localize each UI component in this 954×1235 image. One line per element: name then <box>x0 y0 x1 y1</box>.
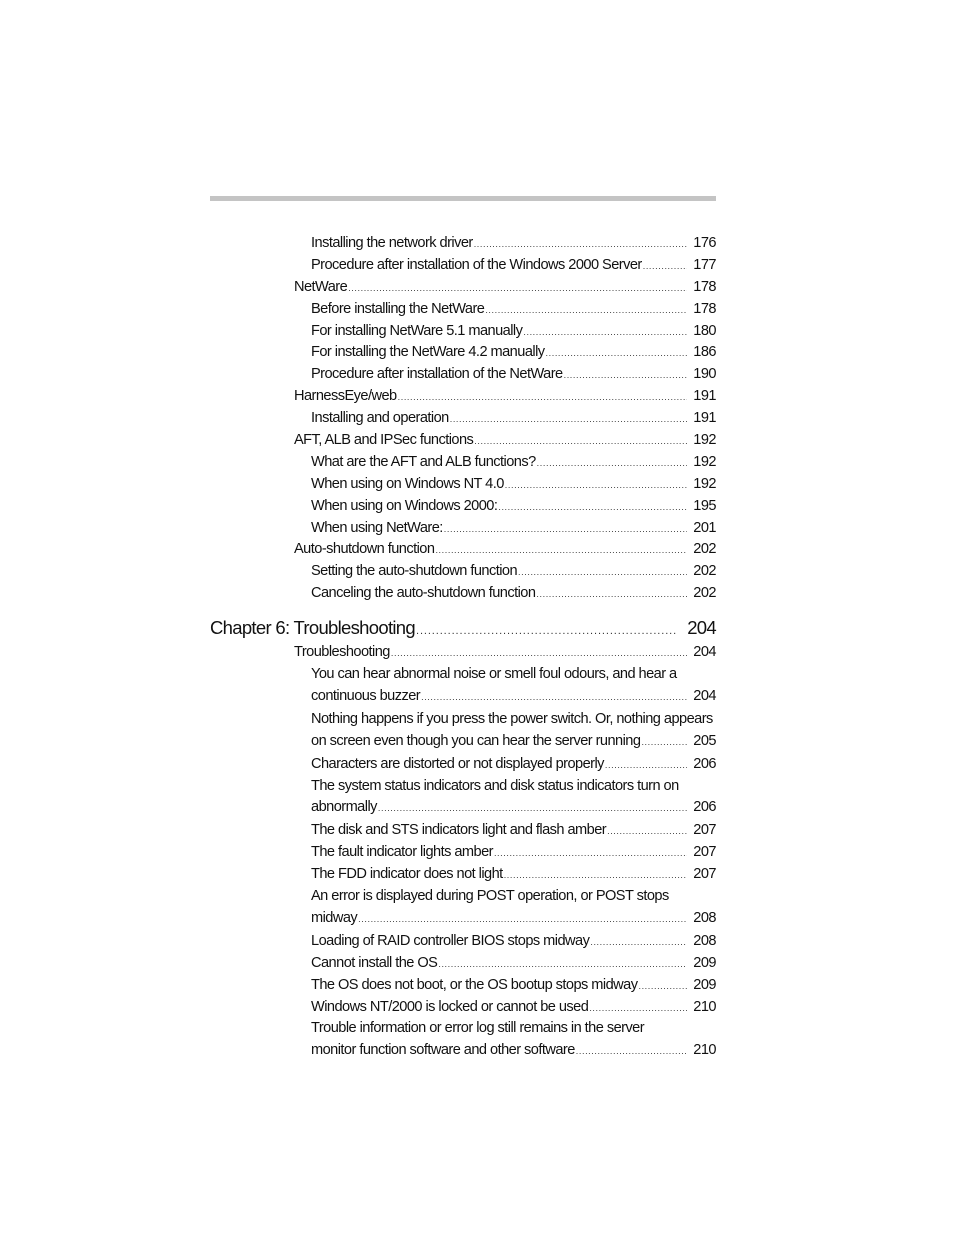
toc-entry-title: Characters are distorted or not displayed properly <box>311 755 604 772</box>
toc-entry-page-number: 207 <box>693 866 716 883</box>
toc-entry-title: What are the AFT and ALB functions? <box>311 453 536 470</box>
dot-leader <box>421 687 687 709</box>
toc-entry-page-number: 210 <box>693 1042 716 1059</box>
toc-entry-page-number: 205 <box>693 732 716 749</box>
toc-entry-title: The disk and STS indicators light and flash amber <box>311 822 607 839</box>
dot-leader <box>494 843 687 865</box>
toc-entry-page-number: 191 <box>693 388 716 405</box>
toc-entry[interactable] <box>311 583 716 605</box>
toc-entry[interactable] <box>294 386 716 408</box>
toc-entry-line <box>311 842 716 865</box>
toc-section-list <box>0 233 954 605</box>
toc-entry[interactable] <box>311 496 716 518</box>
toc-entry-title: For installing the NetWare 4.2 manually <box>311 344 545 361</box>
toc-entry[interactable] <box>311 452 716 474</box>
toc-entry-title: The fault indicator lights amber <box>311 844 493 861</box>
toc-entry-page-number: 180 <box>693 322 716 339</box>
dot-leader <box>607 821 687 843</box>
toc-entry[interactable] <box>311 709 716 754</box>
toc-entry[interactable] <box>311 975 716 997</box>
dot-leader <box>590 932 687 954</box>
dot-leader <box>474 431 687 453</box>
dot-leader <box>605 755 687 777</box>
toc-entry-line <box>311 686 716 709</box>
toc-entry-page-number: 204 <box>693 687 716 704</box>
toc-entry-line <box>311 864 716 887</box>
toc-entry-page-number: 208 <box>693 909 716 926</box>
toc-entry-line <box>311 342 716 365</box>
toc-entry-title: When using on Windows NT 4.0 <box>311 475 504 492</box>
toc-entry-title-line: Nothing happens if you press the power switch. Or, nothing appears <box>311 710 713 727</box>
toc-entry[interactable] <box>311 255 716 277</box>
dot-leader <box>358 909 687 931</box>
toc-entry-line <box>311 797 716 820</box>
toc-entry-line <box>311 908 716 931</box>
dot-leader <box>523 322 687 344</box>
toc-entry[interactable] <box>311 842 716 864</box>
dot-leader <box>564 365 687 387</box>
toc-entry-line <box>311 754 716 777</box>
dot-leader <box>498 497 687 519</box>
toc-entry[interactable] <box>294 277 716 299</box>
toc-entry-title: abnormally <box>311 799 377 816</box>
toc-entry-page-number: 177 <box>693 256 716 273</box>
toc-entry-title: NetWare <box>294 278 348 295</box>
toc-entry-title: Installing the network driver <box>311 235 473 251</box>
toc-entry-title: on screen even though you can hear the server running <box>311 732 641 749</box>
toc-entry-page-number: 210 <box>693 998 716 1015</box>
toc-entry-title: For installing NetWare 5.1 manually <box>311 322 523 339</box>
toc-entry-page-number: 202 <box>693 541 716 558</box>
toc-entry-page-number: 207 <box>693 822 716 839</box>
toc-entry-title-line: The system status indicators and disk status indicators turn on <box>311 777 679 794</box>
toc-entry-line <box>311 255 716 278</box>
toc-entry-page-number: 206 <box>693 755 716 772</box>
dot-leader <box>398 387 687 409</box>
toc-entry-line <box>311 474 716 497</box>
toc-entry-title: continuous buzzer <box>311 687 421 704</box>
dot-leader <box>576 1041 687 1063</box>
toc-entry-line <box>294 430 716 453</box>
toc-entry-page-number: 192 <box>693 432 716 449</box>
toc-entry-line <box>311 731 716 754</box>
toc-entry-page-number: 204 <box>693 644 716 661</box>
toc-entry-title: The FDD indicator does not light <box>311 866 503 883</box>
toc-entry-line <box>311 452 716 475</box>
toc-entry-page-number: 202 <box>693 563 716 580</box>
toc-entry-line <box>311 233 716 256</box>
toc-entry-title: Procedure after installation of the NetWare <box>311 366 563 383</box>
toc-entry-line <box>294 277 716 300</box>
toc-entry-title-line: An error is displayed during POST operation, or POST stops <box>311 888 669 905</box>
toc-entry-title: Canceling the auto-shutdown function <box>311 585 536 602</box>
dot-leader <box>536 584 687 606</box>
dot-leader <box>378 798 687 820</box>
toc-entry-title: midway <box>311 909 358 926</box>
toc-entry-title: Cannot install the OS <box>311 954 438 971</box>
dot-leader <box>444 519 687 541</box>
dot-leader <box>504 865 687 887</box>
toc-entry-line <box>311 408 716 431</box>
toc-entry-title: monitor function software and other software <box>311 1042 575 1059</box>
toc-entry[interactable] <box>311 342 716 364</box>
dot-leader <box>518 562 687 584</box>
toc-entry-title: When using on Windows 2000: <box>311 497 498 514</box>
toc-entry-line <box>294 539 716 562</box>
toc-entry-line <box>311 518 716 541</box>
toc-entry-line <box>311 364 716 387</box>
dot-leader <box>589 998 687 1020</box>
toc-entry[interactable] <box>294 539 716 561</box>
toc-entry[interactable] <box>311 754 716 776</box>
toc-entry-page-number: 206 <box>693 799 716 816</box>
toc-entry-line <box>294 386 716 409</box>
dot-leader <box>474 234 687 256</box>
header-rule <box>210 196 716 201</box>
dot-leader <box>638 976 687 998</box>
toc-entry[interactable] <box>311 561 716 583</box>
dot-leader <box>546 343 687 365</box>
toc-entry-line <box>311 931 716 954</box>
toc-entry-page-number: 176 <box>693 235 716 251</box>
toc-entry[interactable] <box>311 233 716 255</box>
toc-entry[interactable] <box>294 642 716 664</box>
toc-entry-page-number: 178 <box>693 278 716 295</box>
toc-entry[interactable] <box>311 364 716 386</box>
toc-entry-line <box>311 820 716 843</box>
toc-entry-line <box>311 975 716 998</box>
toc-entry-line <box>311 1040 716 1063</box>
dot-leader <box>537 453 687 475</box>
toc-entry-line <box>311 583 716 606</box>
chapter-page-number: 204 <box>687 617 716 639</box>
toc-entry-title: HarnessEye/web <box>294 388 397 405</box>
toc-entry-line <box>311 997 716 1020</box>
toc-entry-page-number: 202 <box>693 585 716 602</box>
toc-entry[interactable] <box>311 997 716 1019</box>
toc-entry[interactable] <box>311 518 716 540</box>
toc-entry[interactable] <box>311 776 716 821</box>
toc-entry-page-number: 190 <box>693 366 716 383</box>
toc-troubleshooting-list <box>0 642 954 1063</box>
chapter-title: Chapter 6: Troubleshooting <box>210 617 415 639</box>
dot-leader <box>450 409 687 431</box>
toc-entry-line <box>294 642 716 665</box>
toc-entry-title: Setting the auto-shutdown function <box>311 563 518 580</box>
toc-entry-page-number: 186 <box>693 344 716 361</box>
toc-entry-title: Windows NT/2000 is locked or cannot be used <box>311 998 589 1015</box>
toc-entry-page-number: 192 <box>693 453 716 470</box>
toc-entry[interactable] <box>311 321 716 343</box>
toc-entry-page-number: 192 <box>693 475 716 492</box>
dot-leader <box>643 256 687 278</box>
toc-entry-page-number: 209 <box>693 954 716 971</box>
toc-entry-title: Installing and operation <box>311 410 449 427</box>
toc-entry-title-line: You can hear abnormal noise or smell foul odours, and hear a <box>311 666 677 683</box>
toc-entry[interactable] <box>311 664 716 709</box>
dot-leader <box>438 954 687 976</box>
dot-leader <box>416 618 677 644</box>
toc-entry-page-number: 195 <box>693 497 716 514</box>
dot-leader <box>641 732 687 754</box>
dot-leader <box>435 540 687 562</box>
toc-entry-title: Procedure after installation of the Windows 2000 Server <box>311 256 642 273</box>
toc-entry-title: Loading of RAID controller BIOS stops midway <box>311 932 590 949</box>
toc-entry-line <box>311 561 716 584</box>
toc-entry[interactable] <box>294 430 716 452</box>
toc-entry-page-number: 191 <box>693 410 716 427</box>
toc-entry-title: Before installing the NetWare <box>311 300 485 317</box>
dot-leader <box>348 278 687 300</box>
toc-entry[interactable] <box>311 886 716 931</box>
toc-entry-line <box>311 321 716 344</box>
toc-entry-line <box>311 299 716 322</box>
toc-entry[interactable] <box>311 931 716 953</box>
toc-entry[interactable] <box>311 474 716 496</box>
toc-entry[interactable] <box>311 864 716 886</box>
toc-entry-page-number: 207 <box>693 844 716 861</box>
toc-entry-page-number: 208 <box>693 932 716 949</box>
toc-chapter-entry[interactable] <box>210 615 716 641</box>
toc-entry-title: The OS does not boot, or the OS bootup stops midway <box>311 976 638 993</box>
toc-entry-title-line: Trouble information or error log still remains in the server <box>311 1020 645 1037</box>
toc-entry-title: Troubleshooting <box>294 644 390 661</box>
toc-entry[interactable] <box>311 1018 716 1063</box>
toc-entry-page-number: 201 <box>693 519 716 536</box>
toc-entry-title: When using NetWare: <box>311 519 443 536</box>
toc-entry-title: AFT, ALB and IPSec functions <box>294 432 474 449</box>
toc-entry-line <box>311 496 716 519</box>
dot-leader <box>505 475 687 497</box>
table-of-contents <box>0 233 954 1063</box>
dot-leader <box>485 300 687 322</box>
toc-entry-page-number: 178 <box>693 300 716 317</box>
toc-entry[interactable] <box>311 299 716 321</box>
toc-entry[interactable] <box>311 408 716 430</box>
toc-entry-line <box>311 953 716 976</box>
dot-leader <box>391 643 687 665</box>
toc-entry-title: Auto-shutdown function <box>294 541 435 558</box>
toc-entry[interactable] <box>311 953 716 975</box>
toc-entry-page-number: 209 <box>693 976 716 993</box>
toc-entry[interactable] <box>311 820 716 842</box>
